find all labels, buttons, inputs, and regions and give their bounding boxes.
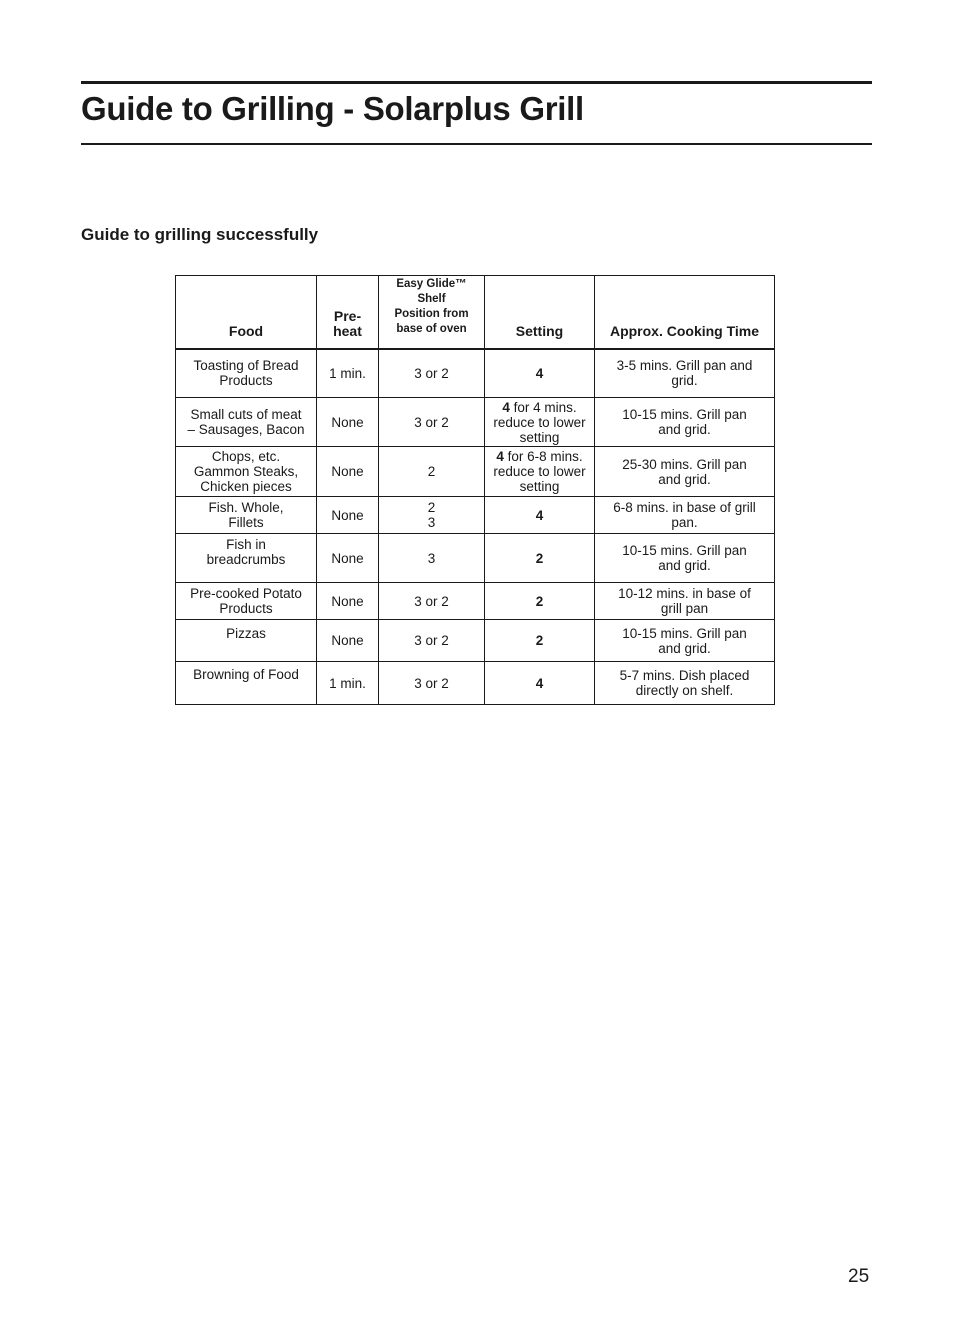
food-line: Small cuts of meat (190, 407, 302, 422)
cooking-time-cell (595, 583, 775, 620)
food-line: Fillets (228, 515, 264, 530)
setting-line: setting (519, 479, 560, 494)
cooking-time-cell (595, 497, 775, 534)
setting-cell (485, 620, 595, 662)
setting-value: 4 (502, 399, 510, 415)
preheat-cell: None (317, 583, 379, 620)
preheat-cell: None (317, 620, 379, 662)
table-row (176, 620, 775, 662)
column-header-food: Food (176, 276, 317, 349)
setting-note: for 6-8 mins. (503, 449, 583, 464)
shelf-line: 3 (427, 515, 436, 530)
setting-value: 2 (535, 633, 544, 648)
food-cell (176, 349, 317, 398)
cooking-time-line: pan. (671, 515, 698, 530)
section-heading: Guide to grilling successfully (81, 225, 319, 244)
cooking-time-line: and grid. (658, 640, 711, 656)
table-row (176, 447, 775, 497)
food-line: Chicken pieces (200, 479, 292, 494)
cooking-time-cell (595, 398, 775, 447)
setting-cell (485, 497, 595, 534)
preheat-cell: 1 min. (317, 662, 379, 705)
grilling-table (175, 275, 775, 705)
preheat-cell: None (317, 534, 379, 583)
cooking-time-line: and grid. (658, 422, 711, 437)
shelf-line: 2 (427, 464, 436, 479)
food-line: Fish in (226, 537, 266, 552)
cooking-time-cell (595, 447, 775, 497)
setting-line: setting (519, 429, 560, 445)
food-cell (176, 583, 317, 620)
setting-line: reduce to lower (493, 414, 586, 430)
column-header-preheat-line: Pre- (333, 307, 362, 324)
preheat-cell: None (317, 497, 379, 534)
column-header-preheat (317, 276, 379, 349)
header-top-rule (81, 81, 872, 84)
preheat-cell: None (317, 447, 379, 497)
header-bottom-rule (81, 143, 872, 145)
shelf-line: 2 (427, 500, 436, 515)
shelf-line: 3 or 2 (414, 414, 449, 430)
setting-cell (485, 447, 595, 497)
cooking-time-line: directly on shelf. (635, 683, 734, 698)
setting-value: 2 (535, 550, 544, 566)
table-header (176, 276, 775, 349)
page-title: Guide to Grilling - Solarplus Grill (81, 90, 584, 127)
food-cell (176, 398, 317, 447)
cooking-time-line: 10-15 mins. Grill pan (622, 543, 747, 558)
food-line: Chops, etc. (211, 449, 281, 464)
cooking-time-line: 3-5 mins. Grill pan and (616, 358, 753, 374)
cooking-time-line: 10-15 mins. Grill pan (622, 625, 747, 641)
cooking-time-cell (595, 620, 775, 662)
setting-value: 2 (535, 593, 544, 609)
setting-note: for 4 mins. (509, 399, 577, 415)
column-header-setting: Setting (485, 276, 595, 349)
shelf-cell (379, 398, 485, 447)
table-body (176, 349, 775, 705)
table-row (176, 534, 775, 583)
food-line: Toasting of Bread (193, 358, 299, 374)
column-header-shelf-line: base of oven (396, 323, 467, 335)
food-line: Fish. Whole, (208, 500, 284, 515)
setting-line (489, 400, 590, 415)
column-header-shelf-line: Shelf (417, 293, 446, 305)
shelf-cell (379, 662, 485, 705)
food-cell (176, 662, 317, 705)
shelf-cell (379, 497, 485, 534)
shelf-cell (379, 534, 485, 583)
setting-value: 4 (535, 365, 544, 381)
shelf-line: 3 or 2 (414, 593, 449, 609)
food-line: Products (219, 601, 273, 616)
cooking-time-line: 10-12 mins. in base of (618, 586, 751, 601)
column-header-shelf-line: Easy Glide™ (396, 278, 467, 290)
food-line: Gammon Steaks, (193, 464, 299, 479)
shelf-cell (379, 583, 485, 620)
table-row (176, 349, 775, 398)
food-line: breadcrumbs (206, 552, 286, 567)
cooking-time-cell (595, 662, 775, 705)
cooking-time-cell (595, 534, 775, 583)
cooking-time-line: 6-8 mins. in base of grill (613, 500, 756, 515)
cooking-time-line: 5-7 mins. Dish placed (619, 668, 750, 683)
column-header-cooking-time: Approx. Cooking Time (595, 276, 775, 349)
food-cell (176, 534, 317, 583)
page-number: 25 (848, 1266, 870, 1287)
shelf-cell (379, 349, 485, 398)
food-line: Browning of Food (193, 667, 299, 682)
column-header-shelf-position (379, 276, 485, 349)
preheat-cell: 1 min. (317, 349, 379, 398)
cooking-time-line: and grid. (658, 471, 711, 487)
column-header-shelf-line: Position from (394, 308, 469, 320)
table-header-row (176, 276, 775, 349)
cooking-time-line: and grid. (658, 558, 711, 573)
food-cell (176, 620, 317, 662)
column-header-preheat-line: heat (333, 322, 362, 339)
setting-cell (485, 534, 595, 583)
food-line: Pre-cooked Potato (190, 586, 302, 601)
table-row (176, 662, 775, 705)
food-line: Pizzas (226, 626, 266, 641)
table-row (176, 398, 775, 447)
setting-cell (485, 398, 595, 447)
setting-cell (485, 583, 595, 620)
shelf-line: 3 or 2 (414, 633, 449, 648)
table-row (176, 497, 775, 534)
setting-value: 4 (535, 507, 544, 523)
preheat-cell: None (317, 398, 379, 447)
food-cell (176, 497, 317, 534)
cooking-time-line: 10-15 mins. Grill pan (622, 407, 747, 422)
food-line: – Sausages, Bacon (187, 422, 305, 437)
cooking-time-line: grill pan (660, 601, 709, 616)
shelf-line: 3 or 2 (414, 365, 449, 381)
setting-cell (485, 662, 595, 705)
cooking-time-line: grid. (671, 373, 698, 389)
setting-line (489, 449, 590, 464)
setting-value: 4 (535, 675, 544, 691)
shelf-cell (379, 447, 485, 497)
setting-line: reduce to lower (493, 464, 586, 479)
cooking-time-line: 25-30 mins. Grill pan (622, 456, 747, 472)
shelf-cell (379, 620, 485, 662)
setting-value: 4 (496, 449, 504, 464)
shelf-line: 3 or 2 (414, 675, 449, 691)
cooking-time-cell (595, 349, 775, 398)
food-cell (176, 447, 317, 497)
setting-cell (485, 349, 595, 398)
table-row (176, 583, 775, 620)
food-line: Products (219, 373, 273, 389)
shelf-line: 3 (427, 550, 436, 566)
